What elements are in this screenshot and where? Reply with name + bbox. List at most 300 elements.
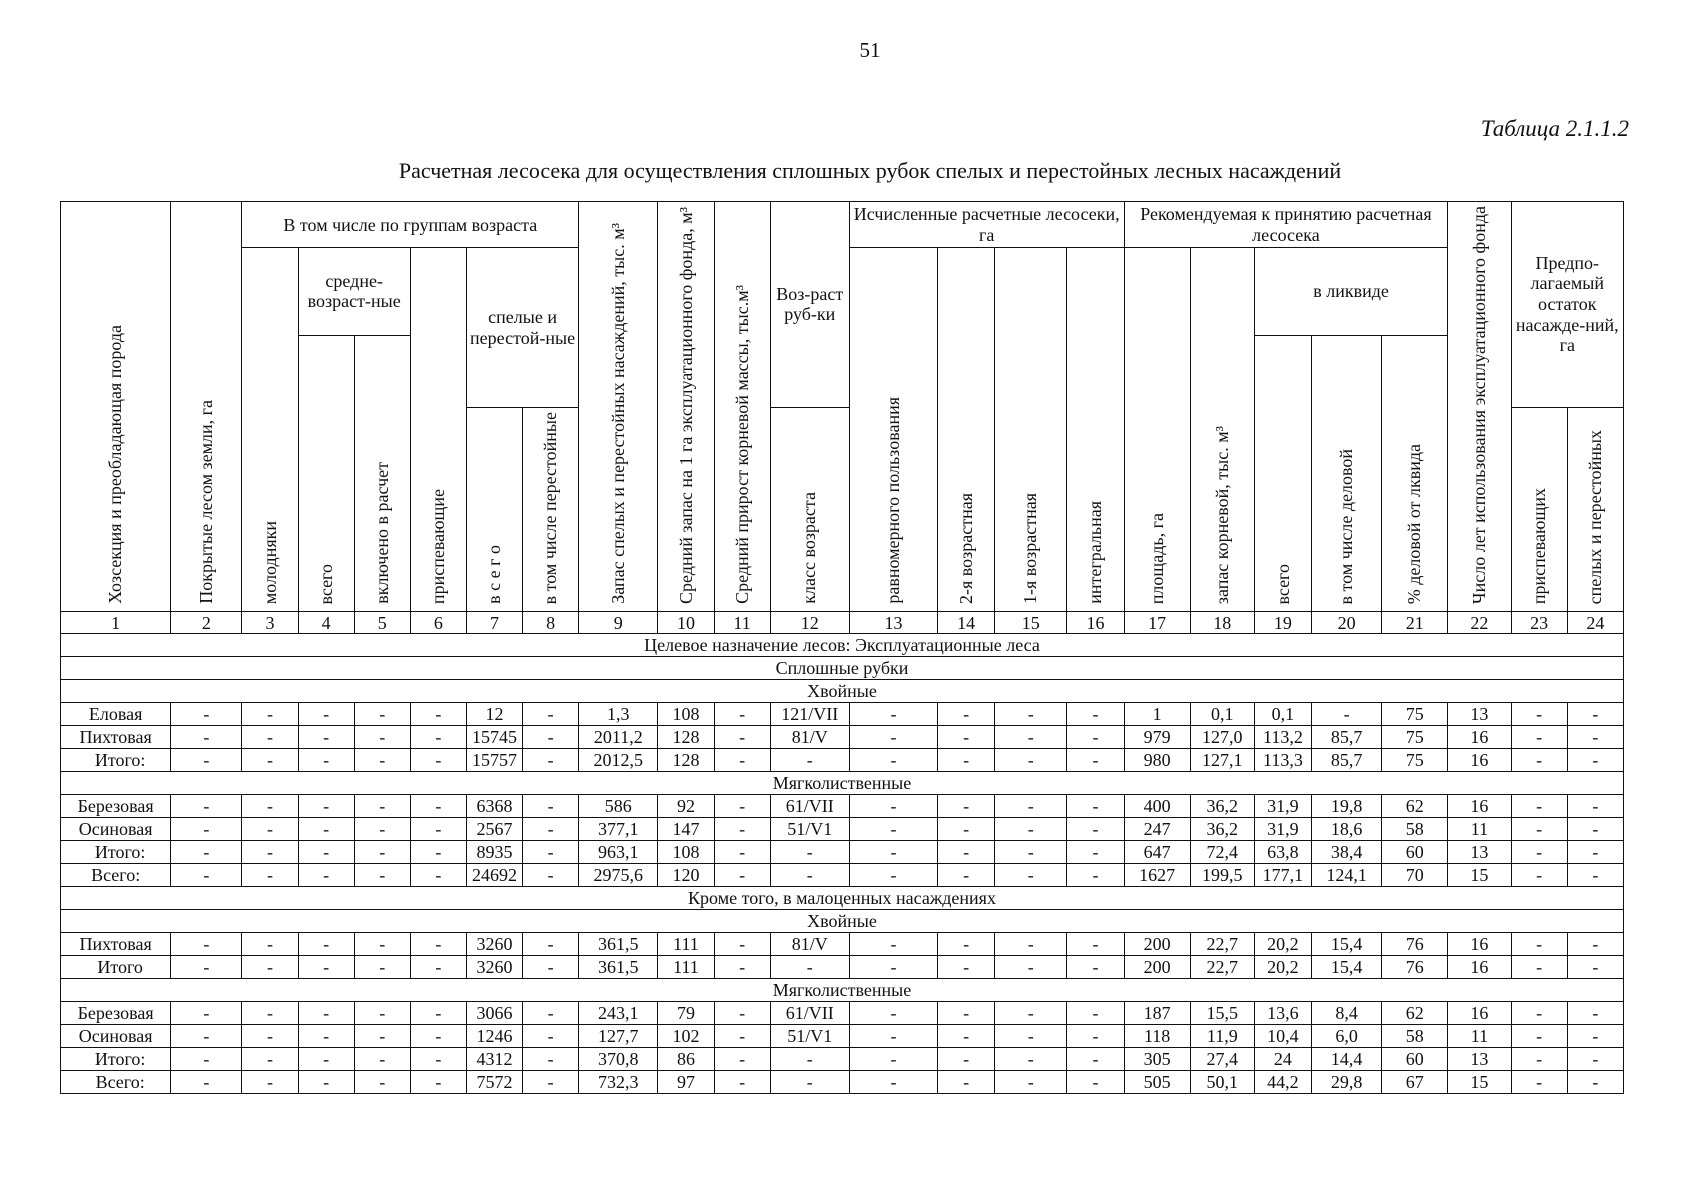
table-cell: 3260 (466, 933, 522, 956)
table-cell: - (714, 818, 770, 841)
table-cell: - (171, 1048, 242, 1071)
section-label: Хвойные (61, 910, 1624, 933)
table-cell: 1627 (1124, 864, 1190, 887)
table-cell: - (298, 841, 354, 864)
row-name: Еловая (61, 703, 171, 726)
table-cell: - (1312, 703, 1382, 726)
table-cell: 118 (1124, 1025, 1190, 1048)
table-cell: - (714, 726, 770, 749)
table-cell: - (849, 864, 937, 887)
table-cell: - (995, 749, 1067, 772)
column-number: 20 (1312, 612, 1382, 634)
column-number: 24 (1567, 612, 1623, 634)
table-cell: 85,7 (1312, 726, 1382, 749)
table-cell: - (995, 818, 1067, 841)
table-cell: - (171, 933, 242, 956)
header-c19: всего (1254, 335, 1311, 612)
table-cell: - (995, 726, 1067, 749)
table-cell: - (523, 956, 579, 979)
table-cell: 120 (658, 864, 714, 887)
table-cell: - (1511, 703, 1567, 726)
table-cell: 76 (1382, 933, 1448, 956)
table-cell: 2011,2 (579, 726, 658, 749)
table-cell: - (714, 841, 770, 864)
header-c2: Покрытые лесом земли, га (171, 202, 242, 612)
table-cell: 647 (1124, 841, 1190, 864)
table-cell: - (298, 749, 354, 772)
table-cell: 0,1 (1190, 703, 1254, 726)
table-cell: 58 (1382, 1025, 1448, 1048)
header-in-liquid: в ликвиде (1254, 248, 1447, 335)
row-name: Итого: (61, 749, 171, 772)
table-cell: - (171, 795, 242, 818)
table-cell: 113,2 (1254, 726, 1311, 749)
header-middle-aged: средне-возраст-ные (298, 248, 410, 335)
table-cell: 11 (1448, 1025, 1511, 1048)
table-cell: - (938, 795, 995, 818)
table-cell: - (849, 795, 937, 818)
column-number: 4 (298, 612, 354, 634)
header-by-age-group: В том числе по группам возраста (242, 202, 579, 248)
table-cell: 18,6 (1312, 818, 1382, 841)
table-cell: - (242, 1002, 298, 1025)
header-c10: Средний запас на 1 га эксплуатационного фонда, м³ (658, 202, 714, 612)
table-cell: - (1567, 703, 1623, 726)
table-row (61, 1025, 1624, 1048)
table-cell: 86 (658, 1048, 714, 1071)
table-cell: - (410, 956, 466, 979)
table-cell: 15,4 (1312, 956, 1382, 979)
table-cell: 11,9 (1190, 1025, 1254, 1048)
table-cell: - (849, 818, 937, 841)
table-cell: 370,8 (579, 1048, 658, 1071)
table-cell: - (410, 749, 466, 772)
table-cell: 50,1 (1190, 1071, 1254, 1094)
table-cell: - (849, 1071, 937, 1094)
table-cell: 7572 (466, 1071, 522, 1094)
table-cell: - (171, 1071, 242, 1094)
table-cell: 38,4 (1312, 841, 1382, 864)
column-number: 10 (658, 612, 714, 634)
table-cell: - (410, 841, 466, 864)
section-label: Кроме того, в малоценных насаждениях (61, 887, 1624, 910)
table-cell: 36,2 (1190, 818, 1254, 841)
table-row (61, 1002, 1624, 1025)
table-cell: - (1567, 818, 1623, 841)
table-cell: - (1067, 1071, 1124, 1094)
table-cell: - (523, 841, 579, 864)
table-cell: 10,4 (1254, 1025, 1311, 1048)
row-name: Пихтовая (61, 933, 171, 956)
table-row (61, 818, 1624, 841)
table-row (61, 795, 1624, 818)
table-cell: - (1067, 1025, 1124, 1048)
table-cell: 2012,5 (579, 749, 658, 772)
table-cell: 127,0 (1190, 726, 1254, 749)
row-name: Пихтовая (61, 726, 171, 749)
table-cell: - (938, 749, 995, 772)
header-c11: Средний прирост корневой массы, тыс.м³ (714, 202, 770, 612)
table-cell: 8,4 (1312, 1002, 1382, 1025)
table-cell: 16 (1448, 749, 1511, 772)
header-c13: равномерного пользования (849, 248, 937, 612)
table-cell: 70 (1382, 864, 1448, 887)
table-body (61, 634, 1624, 1094)
table-cell: - (298, 1025, 354, 1048)
table-cell: - (995, 864, 1067, 887)
table-cell: - (1067, 841, 1124, 864)
table-cell: - (242, 818, 298, 841)
header-c23: приспевающих (1511, 407, 1567, 611)
table-cell: - (354, 749, 410, 772)
section-label: Хвойные (61, 680, 1624, 703)
table-cell: 20,2 (1254, 956, 1311, 979)
table-cell: - (1511, 841, 1567, 864)
row-name: Итого: (61, 841, 171, 864)
table-cell: - (171, 726, 242, 749)
table-cell: - (770, 749, 849, 772)
table-cell: 305 (1124, 1048, 1190, 1071)
table-cell: 29,8 (1312, 1071, 1382, 1094)
column-number: 17 (1124, 612, 1190, 634)
table-cell: 2567 (466, 818, 522, 841)
table-cell: - (171, 864, 242, 887)
table-cell: 31,9 (1254, 795, 1311, 818)
table-cell: - (714, 864, 770, 887)
table-cell: - (242, 1071, 298, 1094)
table-cell: - (849, 1048, 937, 1071)
table-cell: - (714, 1071, 770, 1094)
table-cell: - (171, 749, 242, 772)
table-cell: - (849, 933, 937, 956)
table-cell: - (298, 956, 354, 979)
table-cell: 72,4 (1190, 841, 1254, 864)
column-number: 9 (579, 612, 658, 634)
table-cell: 27,4 (1190, 1048, 1254, 1071)
table-cell: - (354, 933, 410, 956)
table-cell: - (938, 818, 995, 841)
table-cell: - (242, 864, 298, 887)
table-cell: 199,5 (1190, 864, 1254, 887)
table-row (61, 726, 1624, 749)
table-cell: - (1067, 1048, 1124, 1071)
table-cell: 980 (1124, 749, 1190, 772)
table-cell: 60 (1382, 1048, 1448, 1071)
table-cell: - (1567, 749, 1623, 772)
table-cell: - (354, 703, 410, 726)
table-cell: - (1567, 795, 1623, 818)
table-cell: 3260 (466, 956, 522, 979)
column-number: 22 (1448, 612, 1511, 634)
header-c15: 1-я возрастная (995, 248, 1067, 612)
table-cell: - (714, 1025, 770, 1048)
table-cell: - (714, 749, 770, 772)
table-cell: - (298, 795, 354, 818)
header-c6: приспевающие (410, 248, 466, 612)
column-number: 5 (354, 612, 410, 634)
section-header-row (61, 772, 1624, 795)
header-c5: включено в расчет (354, 335, 410, 612)
table-cell: 0,1 (1254, 703, 1311, 726)
table-cell: 1 (1124, 703, 1190, 726)
table-cell: 586 (579, 795, 658, 818)
header-remaining: Предпо-лагаемый остаток насажде-ний, га (1511, 202, 1624, 408)
table-cell: - (523, 703, 579, 726)
table-cell: - (714, 1048, 770, 1071)
table-cell: - (714, 703, 770, 726)
table-cell: - (1067, 933, 1124, 956)
table-cell: 361,5 (579, 956, 658, 979)
table-cell: - (938, 841, 995, 864)
table-cell: 243,1 (579, 1002, 658, 1025)
table-cell: 62 (1382, 795, 1448, 818)
table-cell: - (1067, 864, 1124, 887)
header-c17: площадь, га (1124, 248, 1190, 612)
table-cell: - (1567, 726, 1623, 749)
table-cell: - (354, 1002, 410, 1025)
column-number: 23 (1511, 612, 1567, 634)
table-cell: 400 (1124, 795, 1190, 818)
table-cell: 187 (1124, 1002, 1190, 1025)
table-row (61, 933, 1624, 956)
table-cell: - (354, 818, 410, 841)
table-cell: 128 (658, 726, 714, 749)
table-cell: 61/VII (770, 1002, 849, 1025)
table-cell: 3066 (466, 1002, 522, 1025)
column-number: 12 (770, 612, 849, 634)
table-cell: - (1567, 1071, 1623, 1094)
page-number: 51 (859, 38, 881, 62)
table-cell: - (714, 1002, 770, 1025)
row-name: Итого (61, 956, 171, 979)
table-cell: 16 (1448, 956, 1511, 979)
table-cell: - (770, 1071, 849, 1094)
table-cell: 4312 (466, 1048, 522, 1071)
header-c24: спелых и перестойных (1567, 407, 1623, 611)
table-cell: - (938, 933, 995, 956)
table-cell: - (171, 703, 242, 726)
row-name: Всего: (61, 1071, 171, 1094)
table-cell: 51/V1 (770, 818, 849, 841)
table-cell: - (995, 1048, 1067, 1071)
header-recommended: Рекомендуемая к принятию расчетная лесосека (1124, 202, 1448, 248)
table-cell: 13 (1448, 703, 1511, 726)
table-cell: 22,7 (1190, 933, 1254, 956)
table-cell: - (171, 956, 242, 979)
table-cell: 361,5 (579, 933, 658, 956)
table-cell: - (242, 749, 298, 772)
table-cell: - (171, 1002, 242, 1025)
table-cell: - (995, 1071, 1067, 1094)
table-cell: - (171, 818, 242, 841)
table-cell: - (995, 933, 1067, 956)
column-number: 8 (523, 612, 579, 634)
section-header-row (61, 910, 1624, 933)
table-cell: - (1511, 864, 1567, 887)
table-cell: - (1067, 1002, 1124, 1025)
header-c20: в том числе деловой (1312, 335, 1382, 612)
table-cell: - (242, 726, 298, 749)
header-calculated: Исчисленные расчетные лесосеки, га (849, 202, 1124, 248)
table-cell: - (995, 1025, 1067, 1048)
header-cutting-age: Воз-раст руб-ки (770, 202, 849, 408)
table-cell: - (298, 933, 354, 956)
table-cell: 6368 (466, 795, 522, 818)
table-cell: - (354, 864, 410, 887)
table-row (61, 749, 1624, 772)
table-cell: - (171, 841, 242, 864)
table-cell: - (1067, 726, 1124, 749)
column-number: 14 (938, 612, 995, 634)
section-header-row (61, 680, 1624, 703)
table-cell: - (410, 818, 466, 841)
table-cell: - (410, 1071, 466, 1094)
table-cell: - (298, 703, 354, 726)
table-cell: - (938, 703, 995, 726)
table-cell: - (849, 726, 937, 749)
table-cell: 76 (1382, 956, 1448, 979)
table-cell: 24692 (466, 864, 522, 887)
table-cell: 247 (1124, 818, 1190, 841)
table-cell: - (938, 956, 995, 979)
table-cell: 8935 (466, 841, 522, 864)
table-cell: 6,0 (1312, 1025, 1382, 1048)
table-cell: 147 (658, 818, 714, 841)
table-cell: 113,3 (1254, 749, 1311, 772)
table-cell: - (410, 864, 466, 887)
table-cell: - (995, 956, 1067, 979)
column-number: 13 (849, 612, 937, 634)
table-cell: - (298, 864, 354, 887)
column-number: 16 (1067, 612, 1124, 634)
table-cell: - (242, 841, 298, 864)
table-cell: - (1511, 749, 1567, 772)
header-c9: Запас спелых и перестойных насаждений, тыс. м³ (579, 202, 658, 612)
table-cell: 15,4 (1312, 933, 1382, 956)
header-c21: % деловой от лквида (1382, 335, 1448, 612)
table-cell: - (849, 956, 937, 979)
column-number: 2 (171, 612, 242, 634)
table-cell: - (938, 726, 995, 749)
table-cell: 63,8 (1254, 841, 1311, 864)
header-c8: в том числе перестойные (523, 407, 579, 611)
table-cell: - (938, 1071, 995, 1094)
table-row (61, 1071, 1624, 1094)
table-cell: - (410, 933, 466, 956)
column-number: 1 (61, 612, 171, 634)
table-cell: - (354, 726, 410, 749)
table-row (61, 841, 1624, 864)
table-cell: 1246 (466, 1025, 522, 1048)
table-cell: - (298, 1002, 354, 1025)
table-label: Таблица 2.1.1.2 (1480, 116, 1629, 141)
header-c14: 2-я возрастная (938, 248, 995, 612)
table-cell: 16 (1448, 1002, 1511, 1025)
table-cell: 75 (1382, 749, 1448, 772)
table-cell: 15757 (466, 749, 522, 772)
table-cell: - (1511, 726, 1567, 749)
table-cell: 81/V (770, 933, 849, 956)
table-cell: - (770, 1048, 849, 1071)
table-cell: 13 (1448, 841, 1511, 864)
table-cell: 81/V (770, 726, 849, 749)
table-cell: 505 (1124, 1071, 1190, 1094)
table-cell: - (714, 933, 770, 956)
table-cell: - (410, 726, 466, 749)
table-cell: - (354, 1048, 410, 1071)
table-cell: - (849, 841, 937, 864)
table-cell: 36,2 (1190, 795, 1254, 818)
table-cell: 108 (658, 841, 714, 864)
table-cell: - (523, 818, 579, 841)
table-cell: 31,9 (1254, 818, 1311, 841)
table-cell: - (849, 1025, 937, 1048)
header-c3: молодняки (242, 248, 298, 612)
table-cell: - (1567, 933, 1623, 956)
table-cell: - (354, 1025, 410, 1048)
table-cell: 108 (658, 703, 714, 726)
table-cell: 44,2 (1254, 1071, 1311, 1094)
table-cell: - (242, 956, 298, 979)
row-name: Всего: (61, 864, 171, 887)
table-cell: - (354, 1071, 410, 1094)
table-cell: - (1567, 1002, 1623, 1025)
table-cell: - (242, 933, 298, 956)
table-cell: 51/V1 (770, 1025, 849, 1048)
table-cell: 102 (658, 1025, 714, 1048)
table-cell: 15 (1448, 864, 1511, 887)
header-c7: в с е г о (466, 407, 522, 611)
table-cell: 24 (1254, 1048, 1311, 1071)
table-cell: - (410, 1025, 466, 1048)
table-cell: - (1567, 841, 1623, 864)
table-cell: 61/VII (770, 795, 849, 818)
table-cell: - (938, 1002, 995, 1025)
table-cell: - (171, 1025, 242, 1048)
table-cell: - (1067, 818, 1124, 841)
header-c22: Число лет использования эксплуатационного фонда (1448, 202, 1511, 612)
table-cell: - (938, 864, 995, 887)
table-cell: - (242, 1025, 298, 1048)
section-label: Сплошные рубки (61, 657, 1624, 680)
table-cell: 15 (1448, 1071, 1511, 1094)
table-cell: 1,3 (579, 703, 658, 726)
table-cell: 12 (466, 703, 522, 726)
section-header-row (61, 634, 1624, 657)
table-cell: - (354, 795, 410, 818)
table-cell: 16 (1448, 795, 1511, 818)
row-name: Березовая (61, 1002, 171, 1025)
header-mature: спелые и перестой-ные (466, 248, 578, 407)
table-cell: - (849, 703, 937, 726)
table-cell: - (995, 1002, 1067, 1025)
table-cell: - (1511, 795, 1567, 818)
table-cell: 75 (1382, 726, 1448, 749)
header-c12: класс возраста (770, 407, 849, 611)
table-row (61, 1048, 1624, 1071)
table-cell: - (938, 1025, 995, 1048)
table-cell: 11 (1448, 818, 1511, 841)
table-cell: - (523, 1002, 579, 1025)
column-number: 7 (466, 612, 522, 634)
section-label: Целевое назначение лесов: Эксплуатационные леса (61, 634, 1624, 657)
table-cell: 97 (658, 1071, 714, 1094)
table-cell: - (849, 1002, 937, 1025)
table-cell: - (410, 1002, 466, 1025)
table-cell: 127,1 (1190, 749, 1254, 772)
table-cell: - (298, 726, 354, 749)
table-cell: - (242, 795, 298, 818)
